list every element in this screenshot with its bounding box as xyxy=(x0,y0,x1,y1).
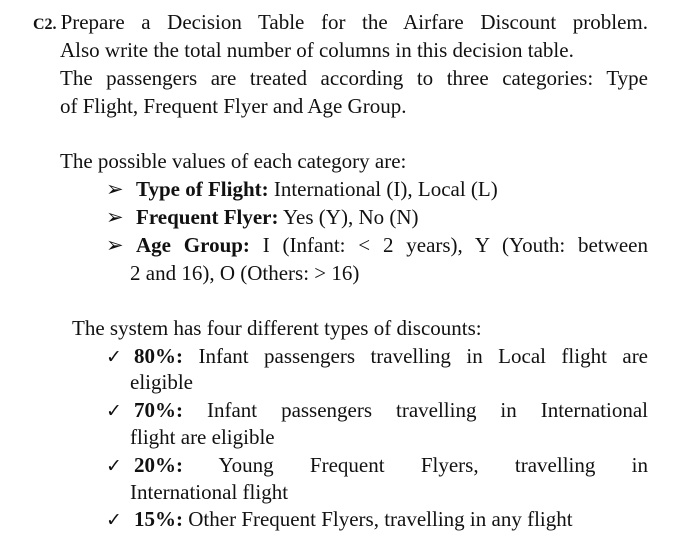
arrowhead-bullet-icon: ➢ xyxy=(106,177,124,201)
intro-line-3: The passengers are treated according to three categories: Type xyxy=(60,66,648,90)
discount-item-80-continuation: eligible xyxy=(130,370,193,394)
discount-item-70-continuation: flight are eligible xyxy=(130,425,275,449)
intro-line-1: C2. Prepare a Decision Table for the Airfare Discount problem. xyxy=(33,10,648,34)
discount-item-20-continuation: International flight xyxy=(130,480,289,504)
arrowhead-bullet-icon: ➢ xyxy=(106,233,124,257)
value-item-age-group: ➢ Age Group: I (Infant: < 2 years), Y (Youth: between xyxy=(106,233,648,257)
value-item-frequent-flyer: ➢ Frequent Flyer: Yes (Y), No (N) xyxy=(106,205,419,229)
discount-item-15: ✓ 15%: Other Frequent Flyers, travelling in any flight xyxy=(106,505,573,534)
intro-line-2: Also write the total number of columns in this decision table. xyxy=(60,38,574,62)
discounts-heading: The system has four different types of discounts: xyxy=(72,316,482,340)
question-number: C2. xyxy=(33,16,57,33)
intro-line-4: of Flight, Frequent Flyer and Age Group. xyxy=(60,94,407,118)
values-heading: The possible values of each category are: xyxy=(60,149,407,173)
discount-item-80: ✓ 80%: Infant passengers travelling in Local flight are xyxy=(106,342,648,371)
checkmark-icon: ✓ xyxy=(106,509,122,531)
value-item-age-group-continuation: 2 and 16), O (Others: > 16) xyxy=(130,261,360,285)
checkmark-icon: ✓ xyxy=(106,400,122,422)
discount-item-20: ✓ 20%: Young Frequent Flyers, travelling in xyxy=(106,451,648,480)
checkmark-icon: ✓ xyxy=(106,346,122,368)
arrowhead-bullet-icon: ➢ xyxy=(106,205,124,229)
value-item-type-of-flight: ➢ Type of Flight: International (I), Local (L) xyxy=(106,177,498,201)
discount-item-70: ✓ 70%: Infant passengers travelling in International xyxy=(106,396,648,425)
checkmark-icon: ✓ xyxy=(106,455,122,477)
